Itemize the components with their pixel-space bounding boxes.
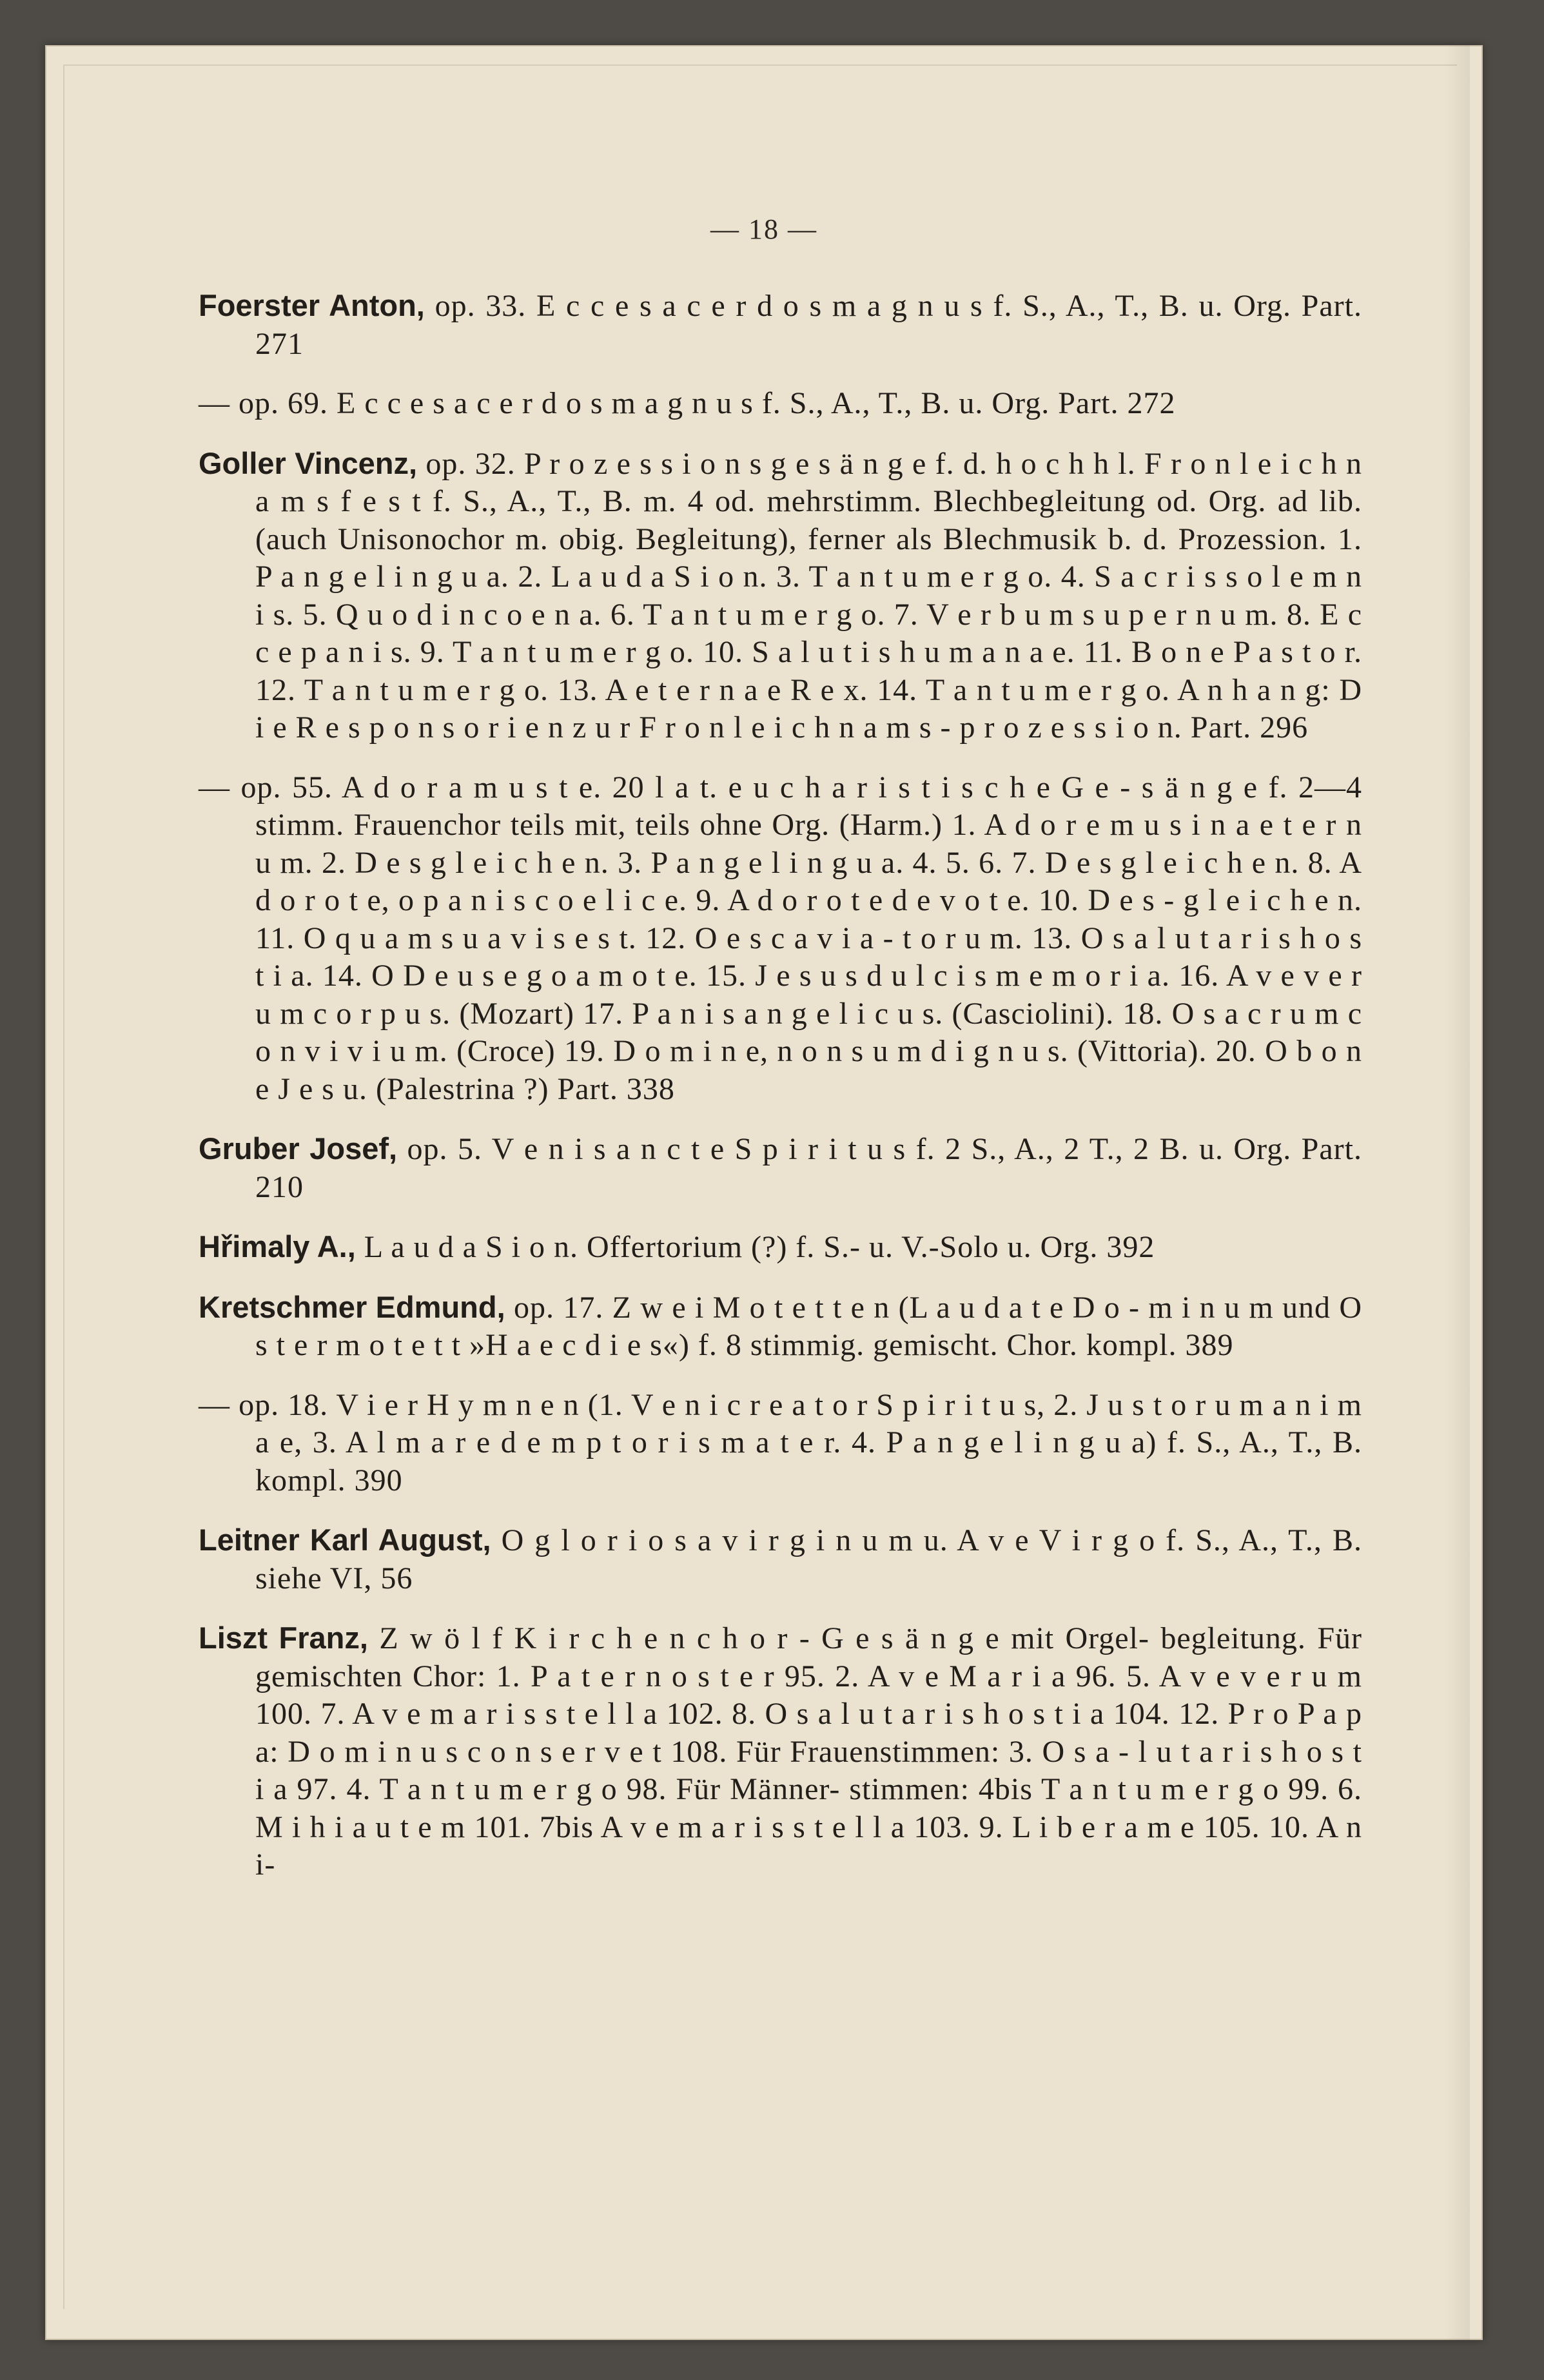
- composer-name: Kretschmer Edmund,: [199, 1289, 505, 1324]
- book-page: [45, 45, 1483, 2340]
- composer-name: Gruber Josef,: [199, 1131, 398, 1166]
- page-edge-shadow: [1444, 45, 1470, 2340]
- composer-name: Leitner Karl August,: [199, 1523, 491, 1557]
- entry-text: op. 5. V e n i s a n c t e S p i r i t u s f. 2 S., A., 2 T., 2 B. u. Org. Part. 210: [255, 1132, 1362, 1204]
- catalog-entry: [199, 445, 1362, 747]
- entry-text: op. 33. E c c e s a c e r d o s m a g n u s f. S., A., T., B. u. Org. Part. 271: [255, 289, 1363, 361]
- entry-text: — op. 18. V i e r H y m n e n (1. V e n i c r e a t o r S p i r i t u s, 2. J u s t o r u m a n i m a e, 3. A l m a r e d e m p t o r i s m a t e r. 4. P a n g e l i n g u a) f. S., A., T., B. kompl. 390: [199, 1387, 1362, 1497]
- catalog-entries: [199, 287, 1362, 1906]
- catalog-entry: [199, 1619, 1362, 1884]
- page-number: — 18 —: [710, 213, 817, 245]
- entry-text: op. 17. Z w e i M o t e t t e n (L a u d a t e D o - m i n u m und O s t e r m o t e t t »H a e c d i e s«) f. 8 stimmig. gemischt. Chor. kompl. 389: [255, 1290, 1363, 1362]
- catalog-entry: [199, 1521, 1362, 1597]
- composer-name: Foerster Anton,: [199, 288, 425, 322]
- entry-text: O g l o r i o s a v i r g i n u m u. A v e V i r g o f. S., A., T., B. siehe VI, 56: [255, 1523, 1362, 1595]
- catalog-entry: [199, 1228, 1362, 1267]
- catalog-entry: [199, 385, 1362, 423]
- catalog-entry: [199, 1289, 1362, 1365]
- catalog-entry: [199, 287, 1362, 363]
- catalog-entry: [199, 769, 1362, 1109]
- composer-name: Liszt Franz,: [199, 1621, 368, 1655]
- entry-text: L a u d a S i o n. Offertorium (?) f. S.- u. V.-Solo u. Org. 392: [355, 1230, 1155, 1264]
- catalog-entry: [199, 1387, 1362, 1500]
- entry-text: op. 32. P r o z e s s i o n s g e s ä n g e f. d. h o c h h l. F r o n l e i c h n a m s f e s t f. S., A., T., B. m. 4 od. mehrstimm. Blechbegleitung od. Org. ad lib. (auch Unisonochor m. obig. Begleitung), ferner als Blechmusik b. d. Prozession. 1. P a n g e l i n g u a. 2. L a u d a S i o n. 3. T a n t u m e r g o. 4. S a c r i s s o l e m n i s. 5. Q u o d i n c o e n a. 6. T a n t u m e r g o. 7. V e r b u m s u p e r n u m. 8. E c c e p a n i s. 9. T a n t u m e r g o. 10. S a l u t i s h u m a n a e. 11. B o n e P a s t o r. 12. T a n t u m e r g o. 13. A e t e r n a e R e x. 14. T a n t u m e r g o. A n h a n g: D i e R e s p o n s o r i e n z u r F r o n l e i c h n a m s - p r o z e s s i o n. Part. 296: [255, 446, 1363, 745]
- entry-text: — op. 55. A d o r a m u s t e. 20 l a t. e u c h a r i s t i s c h e G e - s ä n g e f. 2—4 stimm. Frauenchor teils mit, teils ohne Org. (Harm.) 1. A d o r e m u s i n a e t e r n u m. 2. D e s g l e i c h e n. 3. P a n g e l i n g u a. 4. 5. 6. 7. D e s g l e i c h e n. 8. A d o r o t e, o p a n i s c o e l i c e. 9. A d o r o t e d e v o t e. 10. D e s - g l e i c h e n. 11. O q u a m s u a v i s e s t. 12. O e s c a v i a - t o r u m. 13. O s a l u t a r i s h o s t i a. 14. O D e u s e g o a m o t e. 15. J e s u s d u l c i s m e m o r i a. 16. A v e v e r u m c o r p u s. (Mozart) 17. P a n i s a n g e l i c u s. (Casciolini). 18. O s a c r u m c o n v i v i u m. (Croce) 19. D o m i n e, n o n s u m d i g n u s. (Vittoria). 20. O b o n e J e s u. (Palestrina ?) Part. 338: [199, 770, 1362, 1106]
- entry-text: Z w ö l f K i r c h e n c h o r - G e s ä n g e mit Orgel- begleitung. Für gemischten Chor: 1. P a t e r n o s t e r 95. 2. A v e M a r i a 96. 5. A v e v e r u m 100. 7. A v e m a r i s s t e l l a 102. 8. O s a l u t a r i s h o s t i a 104. 12. P r o P a p a: D o m i n u s c o n s e r v e t 108. Für Frauenstimmen: 3. O s a - l u t a r i s h o s t i a 97. 4. T a n t u m e r g o 98. Für Männer- stimmen: 4bis T a n t u m e r g o 99. 6. M i h i a u t e m 101. 7bis A v e m a r i s s t e l l a 103. 9. L i b e r a m e 105. 10. A n i-: [255, 1621, 1362, 1882]
- composer-name: Goller Vincenz,: [199, 445, 418, 480]
- catalog-entry: [199, 1130, 1362, 1206]
- composer-name: Hřimaly A.,: [199, 1229, 356, 1263]
- entry-text: — op. 69. E c c e s a c e r d o s m a g n u s f. S., A., T., B. u. Org. Part. 272: [199, 386, 1176, 420]
